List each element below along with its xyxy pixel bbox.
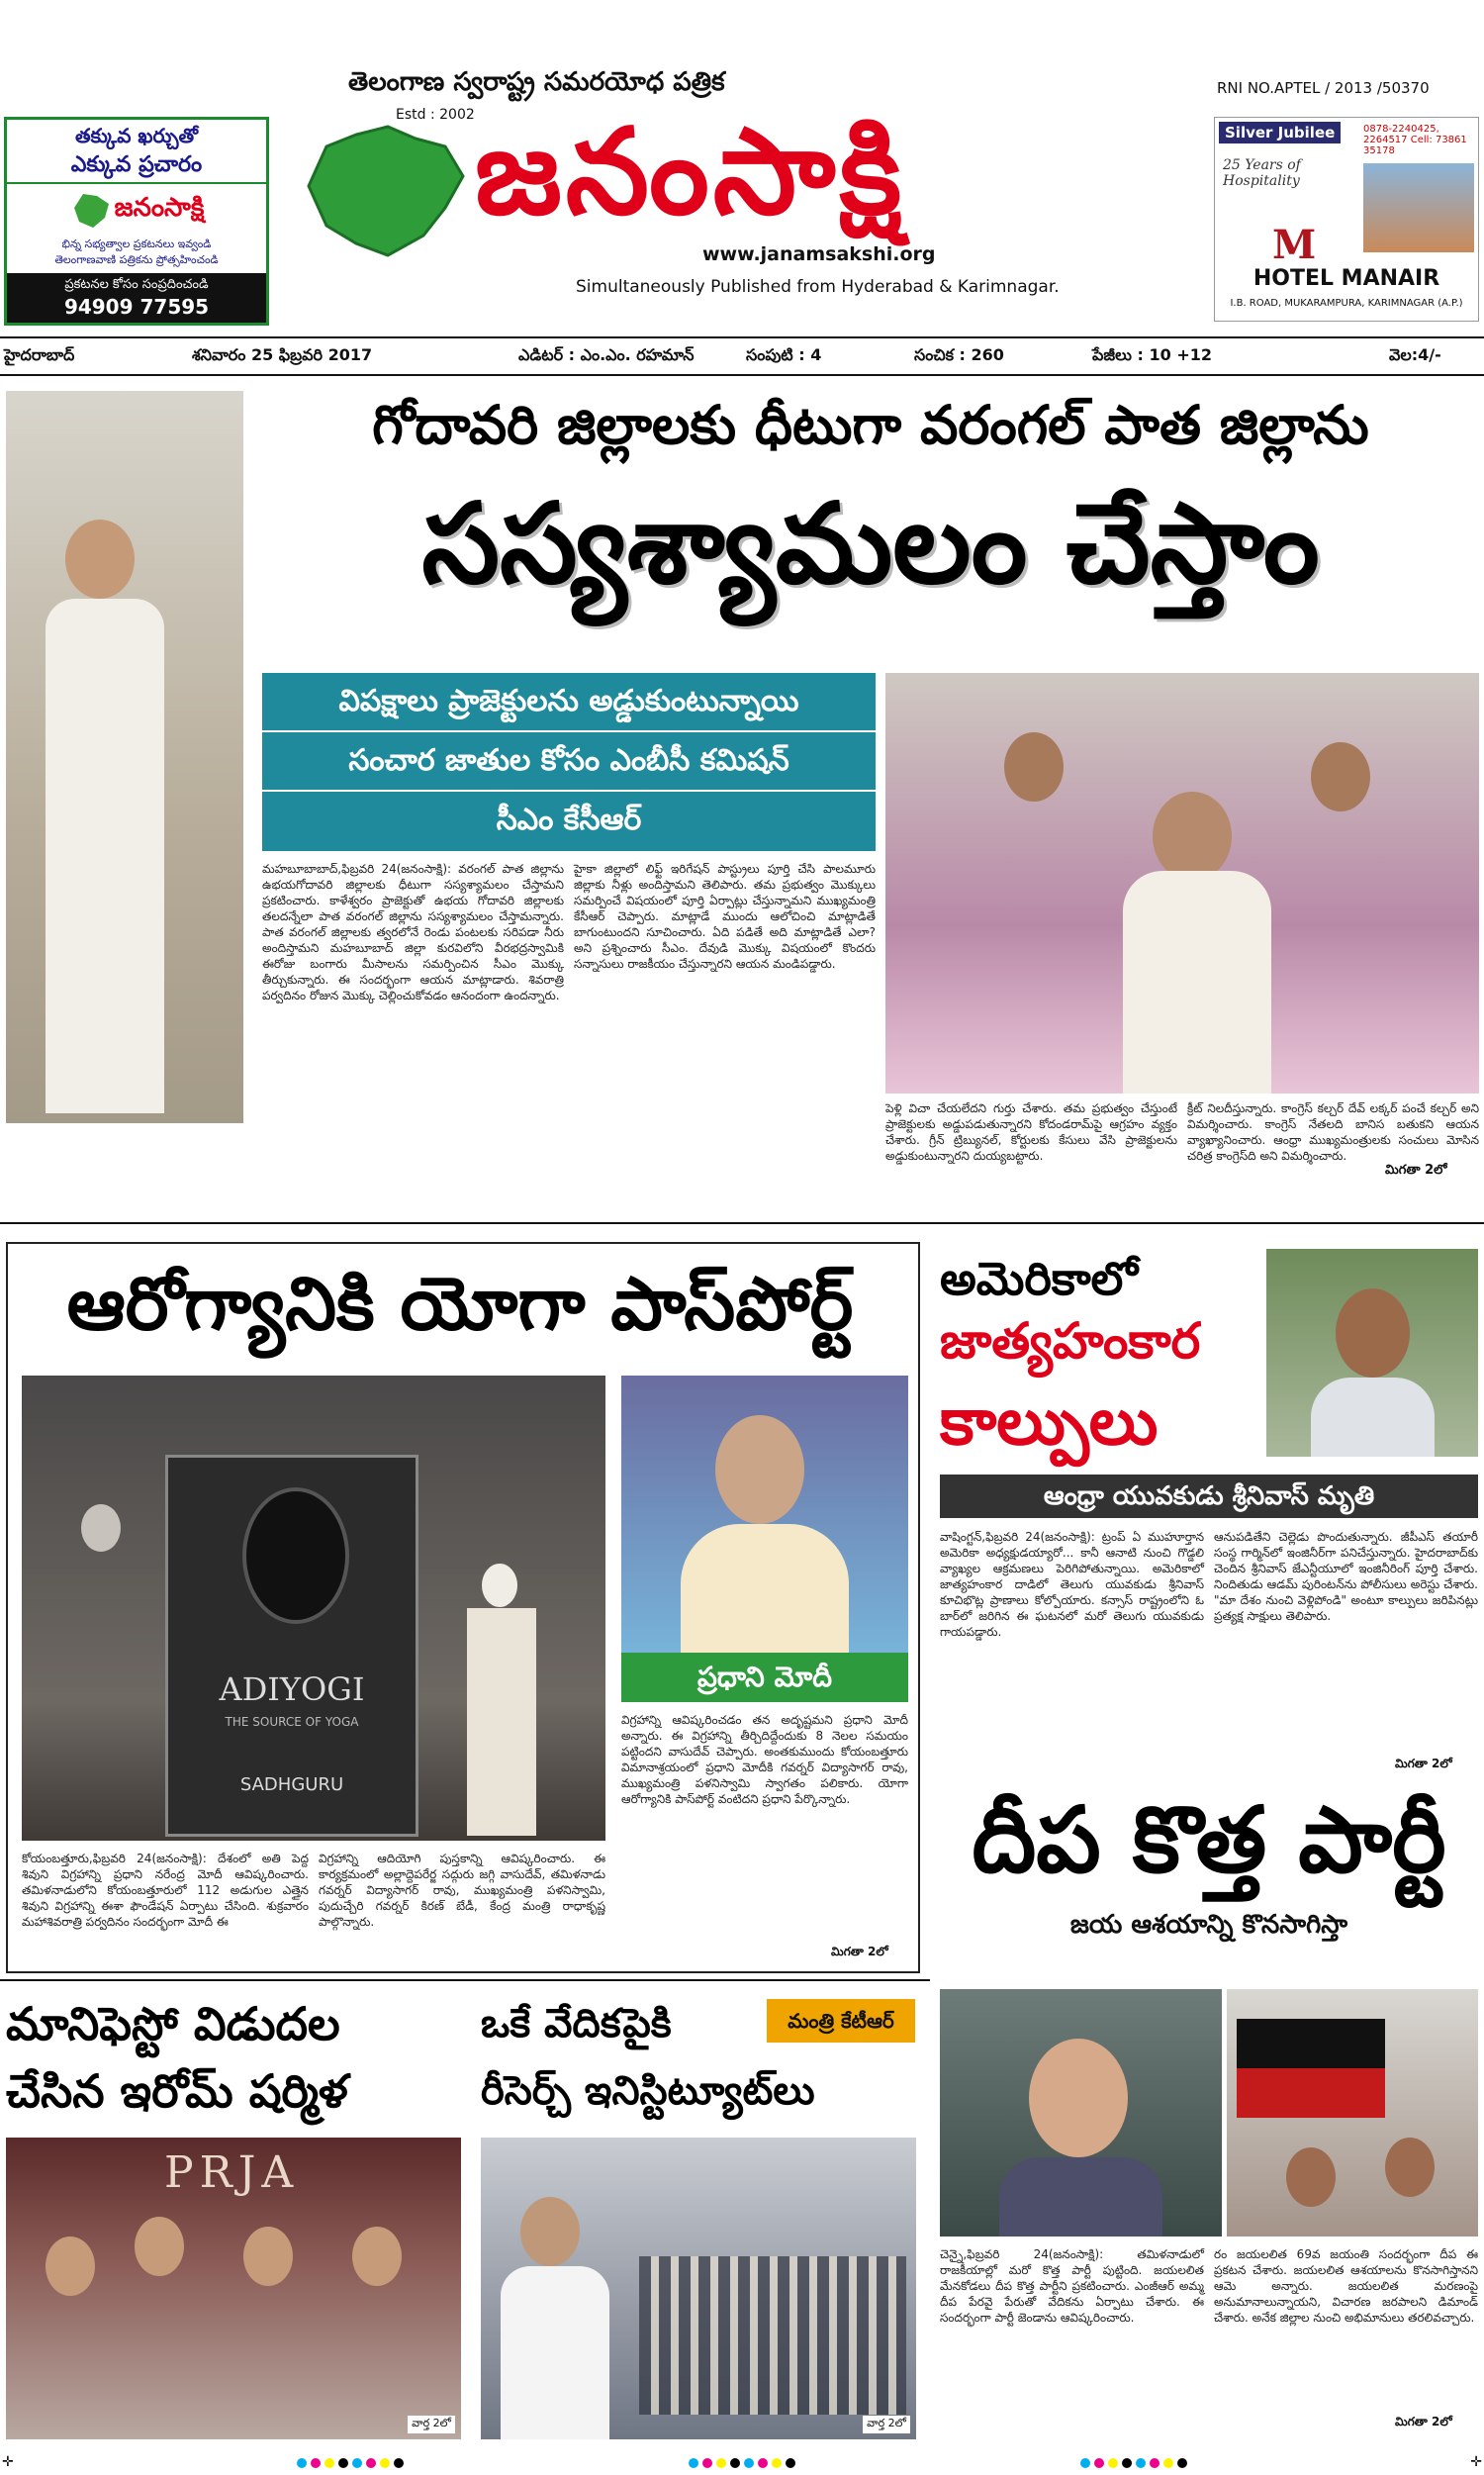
masthead-website: www.janamsakshi.org [702, 243, 936, 265]
dateline-editor: ఎడిటర్ : ఎం.ఎం. రహమాన్ [518, 344, 695, 364]
ktr-line1: ఒకే వేదికపైకి [481, 2001, 672, 2047]
right-advert [1214, 117, 1479, 322]
poster-title: ADIYOGI [219, 1670, 365, 1708]
kcr-press-photo [885, 673, 1479, 1094]
deepa-body-col1: చెన్నై,ఫిబ్రవరి 24(జనంసాక్షి): తమిళనాడులో రాజకీయాల్లో మరో కొత్త పార్టీ పుట్టింది. జయలలిత మేనకోడలు దీప కొత్త పార్టీని ప్రకటించారు. ఎంజీఆర్ అమ్మ దీప పేరవై పేరుతో వేదికను ఏర్పాటు చేశారు. ఈ సందర్భంగా పార్టీ జెండాను ఆవిష్కరించారు. [940, 2247, 1204, 2325]
left-ad-phone: 94909 77595 [63, 295, 210, 319]
yoga-continued: మిగతా 2లో [831, 1945, 888, 1958]
right-ad-phones: 0878-2240425, 2264517 Cell: 73861 35178 [1363, 124, 1467, 156]
party-flag [1237, 2019, 1385, 2118]
irom-line2: చేసిన ఇరోమ్ షర్మిళ [6, 2064, 348, 2118]
lead-body-col2: హైకా జిల్లాలో లిఫ్ట్ ఇరిగేషన్ పాస్ట్రులు పూర్తి చేసి పాలమూరు జిల్లాకు నీళ్లు అందిస్తామని తెలిపారు. తమ ప్రభుత్వం మొక్కులు సమర్పించే విషయంలో పూర్తి ఏర్పాట్లు చేస్తున్నామని ముఖ్యమంత్రి కేసీఆర్ చెప్పారు. మాట్లాడే ముందు ఆలోచించి మాట్లాడితే బాగుంటుందని సూచించారు. ఏది పడితే అది మాట్లాడితే ఎలా? అని ప్రశ్నించారు సీఎం. దేవుడి మొక్కు విషయంలో కొందరు సన్నాసులు రాజకీయం చేస్తున్నారని ఆయన మండిపడ్డారు. [574, 862, 876, 971]
left-ad-line4: తెలంగాణవాణి పత్రికను ప్రోత్సహించండి [54, 253, 219, 266]
left-ad-contact-label: ప్రకటనల కోసం సంప్రదించండి [64, 277, 209, 292]
dateline-date: శనివారం 25 ఫిబ్రవరి 2017 [192, 344, 373, 364]
yoga-body-right: విగ్రహాన్ని ఆవిష్కరించడం తన అదృష్టమని ప్రధాని మోదీ అన్నారు. ఈ విగ్రహాన్ని తీర్చిదిద్దేందుకు 8 నెలల సమయం పట్టిందని వాసుదేవ్ చెప్పారు. అంతకుముందు కోయంబత్తూరు విమానాశ్రయంలో ప్రధాని మోదీకి గవర్నర్ విద్యాసాగర్ రావు, ముఖ్యమంత్రి పళనిస్వామి స్వాగతం పలికారు. యోగా ఆరోగ్యానికి పాస్‌పోర్ట్ వంటిదని ప్రధాని పేర్కొన్నారు. [621, 1713, 908, 1806]
left-ad-line1: తక్కువ ఖర్చుతో [74, 124, 199, 147]
registration-dot [1122, 2458, 1132, 2468]
deepa-body [940, 2246, 1478, 2415]
deepa-photo [940, 1989, 1222, 2237]
registration-dot [702, 2458, 712, 2468]
yoga-headline: ఆరోగ్యానికి యోగా పాస్‌పోర్ట్ [66, 1262, 854, 1347]
registration-dot [394, 2458, 404, 2468]
right-ad-ribbon: Silver Jubilee [1219, 122, 1341, 143]
registration-cross-icon: ✛ [1470, 2454, 1482, 2470]
divider-bottom [0, 1979, 930, 1981]
registration-dot [1163, 2458, 1173, 2468]
lead-sub1: విపక్షాలు ప్రాజెక్టులను అడ్డుకుంటున్నాయి [262, 673, 876, 732]
registration-dots [687, 2453, 797, 2472]
adiyogi-poster [165, 1455, 418, 1837]
srinivas-photo [1266, 1249, 1478, 1457]
telangana-map-icon [69, 188, 115, 234]
registration-dot [1136, 2458, 1146, 2468]
adiyogi-poster-photo [22, 1376, 605, 1841]
lead-sub2: సంచార జాతుల కోసం ఎంబీసీ కమిషన్ [262, 732, 876, 792]
registration-dot [1094, 2458, 1104, 2468]
registration-dot [297, 2458, 307, 2468]
america-body-col1: వాషింగ్టన్,ఫిబ్రవరి 24(జనంసాక్షి): ట్రంప్ ఏ ముహూర్తాన అమెరికా అధ్యక్షుడయ్యారో... కానీ ఆనాటి నుంచి గొడ్డలి వ్యాఖ్యల ఆక్రమణలు పెరిగిపోతున్నాయి. అమెరికాలో జాత్యహంకార దాడిలో తెలుగు యువకుడు శ్రీనివాస్ కూచిభొట్ల ప్రాణాలు కోల్పోయారు. కన్సాస్ రాష్ట్రంలోని ఓ బార్‌లో జరిగిన ఈ ఘటనలో మరో తెలుగు యువకుడు గాయపడ్డారు. [940, 1530, 1204, 1639]
america-banner: ఆంధ్రా యువకుడు శ్రీనివాస్ మృతి [940, 1475, 1478, 1518]
america-body-col2: ఆనుపడితేని చెల్లెడు పొందుతున్నారు. జీపీఎస్ తయారీ సంస్థ గార్మిన్‌లో ఇంజినీర్‌గా పనిచేస్తున్నారు. హైదరాబాద్‌కు చెందిన శ్రీనివాస్ జేఎన్టీయూలో ఇంజినీరింగ్ పూర్తి చేశారు. నిందితుడు ఆడమ్ పురింటన్‌ను పోలీసులు అరెస్టు చేశారు. "మా దేశం నుంచి వెళ్లిపోండి" అంటూ కాల్పులు జరిపినట్లు ప్రత్యక్ష సాక్షులు తెలిపారు. [1214, 1530, 1478, 1623]
registration-dots [1078, 2453, 1189, 2472]
registration-dot [772, 2458, 782, 2468]
registration-dot [380, 2458, 390, 2468]
ktr-line2: రీసెర్చ్ ఇనిస్టిట్యూట్‌లు [481, 2068, 815, 2114]
dateline-pages: పేజీలు : 10 +12 [1092, 344, 1212, 364]
registration-dot [1177, 2458, 1187, 2468]
dateline-city: హైదరాబాద్ [4, 344, 75, 364]
poster-author: SADHGURU [239, 1774, 344, 1795]
lead-body-col3: పెళ్లి విచా చేయలేదని గుర్తు చేశారు. తమ ప్రభుత్వం చేస్తుంటే ప్రాజెక్టులకు అడ్డుపడుతున్నారని కోదండరామ్‌పై ఆగ్రహం వ్యక్తం చేశారు. గ్రీన్ ట్రిబ్యునల్, కోర్టులకు కేసులు వేసి ప్రాజెక్టులను అడ్డుకుంటున్నారని దుయ్యబట్టారు. [885, 1101, 1177, 1163]
registration-dot [338, 2458, 348, 2468]
lead-body-col1: మహబూబాబాద్,ఫిబ్రవరి 24(జనంసాక్షి): వరంగల్ పాత జిల్లాను ఉభయగోదావరి జిల్లాలకు ధీటుగా సస్యశ్యామలం చేస్తామని ప్రకటించారు. కాళేశ్వరం ప్రాజెక్టుతో ఉభయ గోదావరి జిల్లాలకు తలదన్నేలా పాత వరంగల్ జిల్లాను సస్యశ్యామలం చేస్తామన్నారు. పాత వరంగల్ జిల్లాలకు త్వరలోనే రెండు పంటలకు సరిపడా నీరు అందిస్తామని మహబూబాద్ జిల్లా కురవిలోని వీరభద్రస్వామికి ఈరోజు బంగారు మీసాలను సమర్పించిన సీఎం మొక్కు తీర్చుకున్నారు. ఈ సందర్భంగా ఆయన మాట్లాడారు. శివరాత్రి పర్వదినం రోజున మొక్కు చెల్లించుకోవడం ఆనందంగా ఉందన్నారు. [262, 862, 564, 1002]
registration-dot [366, 2458, 376, 2468]
irom-manifesto-photo [6, 2138, 461, 2439]
registration-dot [311, 2458, 321, 2468]
dateline-issue: సంచిక : 260 [914, 344, 1004, 364]
left-ad-brand-row [7, 188, 266, 234]
poster-sub: THE SOURCE OF YOGA [225, 1715, 359, 1729]
irom-photo-credit: వార్త 2లో [408, 2416, 455, 2433]
registration-dot [758, 2458, 768, 2468]
hotel-logo-icon: M [1272, 222, 1317, 268]
left-ad-brand: జనంసాక్షి [114, 193, 205, 223]
right-ad-address: I.B. ROAD, MUKARAMPURA, KARIMNAGAR (A.P.) [1230, 298, 1463, 309]
registration-cross-icon: ✛ [2, 2454, 14, 2470]
dateline-bar [0, 336, 1484, 376]
registration-dot [730, 2458, 740, 2468]
registration-dot [325, 2458, 334, 2468]
modi-photo [621, 1376, 908, 1702]
telangana-map-logo-icon [297, 117, 475, 265]
deepa-sub: జయ ఆశయాన్ని కొనసాగిస్తా [1069, 1910, 1348, 1940]
deepa-body-col2: రం జయలలిత 69వ జయంతి సందర్భంగా దీప ఈ ప్రకటన చేశారు. జయలలిత ఆశయాలను కొనసాగిస్తానని ఆమె అన్నారు. జయలలిత మరణంపై అనుమానాలున్నాయని, విచారణ జరపాలని డిమాండ్ చేశారు. అనేక జిల్లాల నుంచి అభిమానులు తరలివచ్చారు. [1214, 2247, 1478, 2325]
lead-headline: సస్యశ్యామలం చేస్తాం [421, 480, 1320, 609]
left-advert [4, 117, 269, 326]
registration-dot [1080, 2458, 1090, 2468]
hotel-photo [1363, 163, 1474, 252]
left-ad-line2: ఎక్కువ ప్రచారం [7, 152, 266, 184]
masthead [0, 0, 1484, 332]
lead-body [262, 861, 876, 1178]
estd-label: Estd : 2002 [396, 107, 475, 123]
right-ad-years: 25 Years of Hospitality [1223, 157, 1301, 189]
ktr-research-photo [481, 2138, 916, 2439]
registration-dot [716, 2458, 726, 2468]
dateline-volume: సంపుటి : 4 [746, 344, 822, 364]
lead-kicker: గోదావరి జిల్లాలకు ధీటుగా వరంగల్ పాత జిల్లాను [372, 394, 1369, 456]
masthead-tagline: తెలంగాణ స్వరాష్ట్ర సమరయోధ పత్రిక [348, 67, 725, 97]
america-body [940, 1529, 1478, 1761]
registration-dot [786, 2458, 795, 2468]
left-ad-contact [7, 273, 266, 323]
ktr-photo-credit: వార్త 2లో [863, 2416, 910, 2433]
deepa-headline: దీప కొత్త పార్టీ [972, 1787, 1446, 1893]
registration-dot [744, 2458, 754, 2468]
yoga-body-col2: విగ్రహాన్ని ఆదియోగి పుస్తకాన్ని ఆవిష్కరించారు. ఈ కార్యక్రమంలో అల్లాద్దెపరేర్జ సద్గురు జగ్గి వాసుదేవ్, తమిళనాడు గవర్నర్ విద్యాసాగర్ రావు, ముఖ్యమంత్రి పళనిస్వామి, పుదుచ్చేరి గవర్నర్ కిరణ్ బేడీ, కేంద్ర మంత్రి రాధాకృష్ణ పాల్గొన్నారు. [319, 1852, 605, 1929]
lead-body-col4: క్రీట్ నిలదీస్తున్నారు. కాంగ్రెస్ కల్చర్ దేవ్ లక్కర్ పంచే కల్చర్ అని విమర్శించారు. కాంగ్రెస్ నేతలది బానిస బతుకని ఆయన వ్యాఖ్యానించారు. ఆంధ్రా ముఖ్యమంత్రులకు సంచులు మోసిన చరిత్ర కాంగ్రెస్‌ది అని విమర్శించారు. [1187, 1101, 1479, 1163]
divider-lead [0, 1222, 1484, 1224]
america-line1: అమెరికాలో [940, 1252, 1138, 1305]
registration-dot [1150, 2458, 1159, 2468]
right-ad-name: HOTEL MANAIR [1252, 266, 1440, 291]
kcr-victory-photo [6, 391, 243, 1123]
america-line3: కాల్పులు [940, 1383, 1159, 1460]
registration-dot [689, 2458, 698, 2468]
irom-banner-text: PRJA [164, 2147, 300, 2198]
masthead-published: Simultaneously Published from Hyderabad & Karimnagar. [576, 277, 1060, 297]
masthead-logo: జనంసాక్షి [475, 104, 906, 241]
america-line2: జాత్యహంకార [940, 1312, 1201, 1370]
america-continued: మిగతా 2లో [1395, 1757, 1452, 1770]
registration-strip [0, 2454, 1484, 2470]
lead-sub3: సీఎం కేసీఆర్ [496, 803, 642, 837]
rni-number: RNI NO.APTEL / 2013 /50370 [1217, 79, 1430, 97]
deepa-flag-photo [1227, 1989, 1478, 2237]
lead-continued: మిగతా 2లో [1385, 1163, 1447, 1178]
registration-dots [295, 2453, 406, 2472]
irom-line1: మానిఫెస్టో విడుదల [6, 1997, 340, 2050]
modi-caption: ప్రధాని మోదీ [621, 1653, 908, 1702]
yoga-body [22, 1851, 605, 1954]
registration-dot [1108, 2458, 1118, 2468]
ktr-tag: మంత్రి కేటీఆర్ [767, 1999, 915, 2043]
dateline-price: వెల:4/- [1389, 344, 1441, 364]
deepa-continued: మిగతా 2లో [1395, 2415, 1452, 2428]
lead-subheads [262, 673, 876, 851]
registration-dot [352, 2458, 362, 2468]
yoga-body-col1: కోయంబత్తూరు,ఫిబ్రవరి 24(జనంసాక్షి): దేశంలో అతి పెద్ద శివుని విగ్రహాన్ని ప్రధాని నరేంద్ర మోదీ ఆవిష్కరించారు. తమిళనాడులోని కోయంబత్తూరులో 112 అడుగుల ఎత్తైన శివుని విగ్రహాన్ని ఈశా ఫౌండేషన్ ఏర్పాటు చేసింది. శుక్రవారం మహాశివరాత్రి పర్వదినం సందర్భంగా మోదీ ఈ [22, 1852, 309, 1929]
left-ad-line3: భిన్న సభ్యత్వాల ప్రకటనలు ఇవ్వండి [61, 238, 212, 250]
